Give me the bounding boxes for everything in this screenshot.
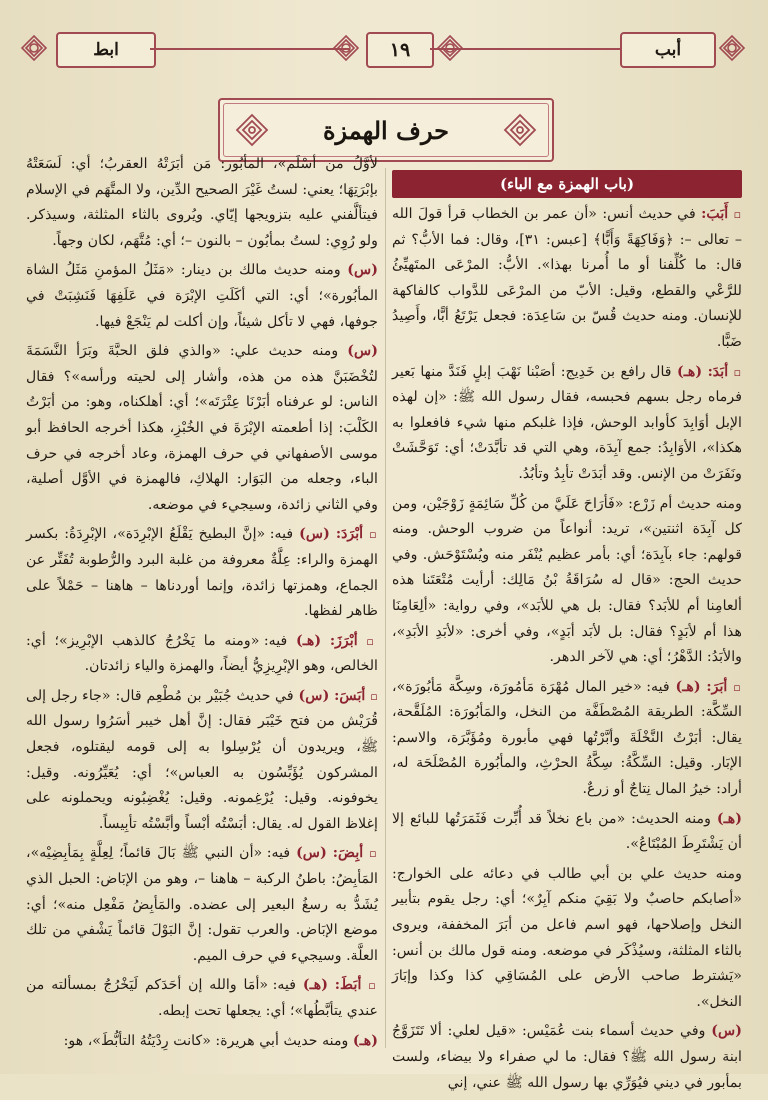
entry-text: ومنه حديث أم زَرْع: «فَأرَاحَ عَلَيَّ من كُلِّ سَائِمَةٍ زَوْجَيْن، ومن كل آبِدَة اثنتين»، تريد: أنواعاً من ضروب الوحش. ومنه قولهم: جاء بآبِدَة؛ أي: بأمر عظيم يُنْفَر منه ويُسْتَوْحَش. وفي حديث الحج: «قال له سُرَاقَةُ بْنُ مَالِك: أرأيت مُتْعَتَنا هذه ألعامِنا أم للأبَد؟ فقال: بل هي للأبَد»، وفي رواية: «ألِعَامِنَا هذا أم لأبَدٍ؟ فقال: بل لأبَد أبَدٍ»، وفي أخرى: «لأبَدِ الأبَدِ»، والأبَدُ: الدَّهْرُ؛ أي: هي لآخر الدهر.: [392, 495, 742, 666]
entry-headword: أَبَبَ:: [701, 206, 729, 222]
right-column: [392, 170, 742, 1100]
header-rule-right: [430, 48, 630, 50]
ornament-icon: [502, 112, 538, 148]
ornament-icon: [718, 34, 746, 62]
ornament-icon: [332, 34, 360, 62]
entry-text: فيه: «أمَا والله إن أحَدَكم لَيَخْرُجُ بمسألته من عندي يتأبَّطُها»؛ أي: يجعلها تحت إبطه.: [26, 977, 378, 1019]
source-marker: (هـ): [296, 632, 322, 649]
dictionary-entry: [392, 492, 742, 671]
dictionary-entry: [392, 1019, 742, 1096]
page-header: [20, 24, 748, 74]
source-marker: (س): [296, 845, 327, 862]
entry-text: ومنه الحديث: «من باع نخلاً قد أُبِّرت فَثَمَرَتُها للبائع إلا أن يَشْتَرِطَ المُبْتَاعُ».: [392, 810, 742, 853]
entry-text: في حديث جُبَيْر بن مُطْعِم قال: «جاء رجل إلى قُرَيْش من فتح خَيْبَر فقال: إنَّ أهل خيبر أسَرُوا رسول الله ﷺ، ويريدون أن يُرْسِلوا به إلى قومه ليقتلوه، فجعل المشركون يُؤَبِّسُون به العباس»؛ أي: يُعَيِّرُونه. وقيل: يخوفونه. وقيل: يُرْغِمونه. وقيل: يُغْضِبُونه ويحملونه على إغلاظ القول له. يقال: أبَسْتُه أبْساً وأبَّسْتُه تأبِيساً.: [26, 687, 378, 832]
entry-headword: أبَطَ:: [334, 977, 362, 994]
dictionary-entry: [392, 360, 742, 488]
dictionary-entry: [26, 1029, 378, 1055]
dictionary-entry: [392, 675, 742, 803]
dictionary-entry: [392, 202, 742, 356]
entry-text: ومنه حديث أبي هريرة: «كانت رِدْيَتُهُ التأبُّطَ»، هو:: [63, 1032, 349, 1049]
bullet-icon: ▫: [366, 634, 378, 648]
entry-text: ومنه حديث علي بن أبي طالب في دعائه على الخوارج: «أصابكم حاصبٌ ولا بَقِيَ منكم آبِرٌ»؛ أي: رجل يقوم بتأبير النخل وإصلاحها، فهو اسم فاعل من أبَرَ المخففة، ويروى بالثاء المثلثة، وسيُذْكَر في موضعه. ومنه قول مالك بن أنس: «يَشترط صاحب الأرض على المُسَاقِي كذا وكذا وإبَارَ النخل».: [392, 865, 742, 1010]
bullet-icon: ▫: [733, 208, 742, 221]
bullet-icon: ▫: [733, 680, 742, 694]
header-rule-left: [150, 48, 350, 50]
entry-headword: أبَسَ:: [334, 687, 366, 704]
section-title: حرف الهمزة: [322, 115, 450, 145]
source-marker: (س): [347, 262, 378, 279]
entry-headword: أبَرَ:: [706, 678, 728, 695]
source-marker: (س): [299, 526, 330, 543]
page-number: ١٩: [366, 32, 434, 68]
source-marker: (هـ): [302, 977, 328, 994]
entry-text: فيه: «ومنه ما يَخْرُجُ كالذهب الإبْرِيز»؛ أي: الخالص، وهو الإبْرِيزِيُّ أيضاً، والهمزة والياء زائدتان.: [26, 632, 378, 675]
source-marker: (س): [347, 343, 378, 360]
column-divider: [385, 168, 386, 1048]
entry-headword: أبِضَ:: [332, 845, 364, 862]
source-marker: (هـ): [352, 1032, 378, 1049]
dictionary-entry: [26, 973, 378, 1024]
entry-text: ومنه حديث علي: «والذي فلق الحبَّةَ وبَرَأ النَّسَمَةَ لتُخْضَبَنَّ هذه من هذه، وأشار إلى لحيته ورأسه»؟ فقال الناس: لو عرفناه أبَرْنَا عِتْرَتَه»؛ أي: أهلكناه، وهو: من أبَرْتُ الكَلْبَ: إذا أطعمته الإبْرَةَ في الخُبْزِ، هكذا أخرجه الحافظ أبو موسى الأصفهاني في حرف الهمزة، وعاد أخرجه في حرف الباء، وجعله من البَوَار: الهلاكِ، فالهمزة في الأوَّل أصلية، وفي الثاني زائدة، وسيجيء في موضعه.: [26, 343, 378, 513]
dictionary-entry: [26, 629, 378, 680]
source-marker: (هـ): [675, 678, 701, 695]
entry-text: فيه: «أن النبي ﷺ بَالَ قائماً؛ لِعِلَّةٍ بِمَأبِضِيْه»، المَأبِضُ: باطنُ الركبة – هاهنا –، وهو من الإبَاض: الحبل الذي يُشَدُّ به رسغُ البعير إلى عضده. والمَأبِضُ مَفْعِل منه»؛ أي: موضع الإبَاض. والعرب تقول: إنَّ البَوْلَ قائماً يَشْفي من تلك العلَّة. وسيجيء في حرف الميم.: [26, 845, 378, 964]
entry-headword: أبْرَدَ:: [335, 526, 364, 543]
bullet-icon: ▫: [369, 528, 378, 542]
ornament-icon: [234, 112, 270, 148]
dictionary-entry: [26, 152, 378, 254]
source-marker: (هـ): [677, 363, 703, 380]
dictionary-entry: [392, 862, 742, 1016]
entry-text: لأوَّلُ من أسْلَم»، المأبُور: مَن أبَرَتْهُ العقربُ؛ أي: لَسَعَتْهُ بإبْرَتِهَا؛ يعني: لستُ غَيْرَ الصحيح الدِّين، ولا المتَّهَم في الإسلام فيتألَّفني عليه بتزويجها إيّاي. ويُروى بالثاء المثلثة، وسيذكر. ولو رُوِي: لستُ بمأبُون – بالنون –؛ أي: مُتَّهَم، لكان وجهاً.: [26, 156, 378, 249]
entry-text: فيه: «خير المال مُهْرَة مَأمُورَة، وسِكَّة مَأبُورَة»، السِّكَّة: الطريقة المُصْطَفَّة من النخل، والمَأبُورَة: المُلَقَّحة، يقال: أبَرْتُ النَّخْلَةَ وأبَّرْتُها فهي مأبورة ومُؤَبَّرَة، والاسم: الإبَار. وقيل: السِّكَّةُ: سِكَّةُ الحرْثِ، والمأبُورة المُصْلَحَة له، أراد: خيرُ المال نِتاجٌ أو زرعٌ.: [392, 678, 742, 798]
entry-text: في حديث أنس: «أن عمر بن الخطاب قرأ قولَ الله – تعالى –: ﴿وَفَاكِهَةً وَأَبًّا﴾ [عبس: ٣١]، وقال: فما الأبُّ؟ ثم قال: ما كُلِّفنا أو ما أُمرنا بهذا». الأبُّ: المرْعَى المتَهيِّئُ للرَّعْي والقطع، وقيل: الأبّ من المرْعَى للدَّواب كالفاكهة للإنسان. ومنه حديث قُسّ بن سَاعِدَة: فجعل يَرْتَعُ أبًّا، وأَصِيدُ ضَبًّا.: [392, 206, 742, 350]
dictionary-entry: [26, 339, 378, 518]
ornament-icon: [20, 34, 48, 62]
source-marker: (س): [298, 687, 330, 704]
dictionary-entry: [26, 684, 378, 838]
source-marker: (س): [711, 1023, 742, 1040]
dictionary-entry: [26, 522, 378, 624]
left-column: [26, 152, 378, 1058]
bullet-icon: ▫: [370, 689, 379, 703]
dictionary-entry: [392, 807, 742, 858]
bullet-icon: ▫: [733, 365, 742, 379]
entry-text: قال رافع بن خَدِيج: أصَبْنا نَهْبَ إبلٍ فَنَدَّ منها بَعير فرماه رجل بسهم فحبسه، فقال رسول الله ﷺ: «إن لهذه الإبل أوَابِدَ كأوابد الوحش، فإذا غلبكم منها شيء فافعلوا به هكذا»، الأوَابِدُ: جمع آبِدَة، وهي التي قد تأبَّدَتْ؛ أي: تَوَحَّشَتْ ونَفَرَتْ من الإنس. وقد أبَدَتْ تأبِدُ وتأبُدُ.: [392, 363, 742, 482]
header-left-word: ابط: [56, 32, 156, 68]
entry-text: وفي حديث أسماء بنت عُمَيْس: «قيل لعلي: ألا تَتَزَوَّجُ ابنة رسول الله ﷺ؟ فقال: ما لي صفراء ولا بيضاء، ولست بمأبور في ديني فيُوَرِّي بها رسول الله ﷺ عني، إني: [392, 1023, 742, 1091]
dictionary-entry: [26, 258, 378, 335]
entry-headword: أبَدَ:: [707, 363, 729, 380]
header-right-word: أبب: [620, 32, 716, 68]
source-marker: (هـ): [716, 810, 742, 827]
entry-text: فيه: «إنَّ البطيخ يَقْلَعُ الإبْرِدَة»، الإبْرِدَةُ: بكسر الهمزة والراء: عِلَّةٌ معروفة من غلبة البرد والرُّطوبة تُفَتِّر عن الجماع، وهمزتها زائدة، وإنما أوردناها – هاهنا – حَمْلاً على ظاهر لفظها.: [26, 526, 378, 620]
bullet-icon: ▫: [368, 979, 379, 993]
bullet-icon: ▫: [369, 847, 378, 861]
chapter-banner: (باب الهمزة مع الباء): [392, 170, 742, 198]
entry-headword: أبْرَزَ:: [329, 632, 358, 649]
dictionary-entry: [26, 841, 378, 969]
entry-text: ومنه حديث مالك بن دينار: «مَثَلُ المؤمنِ مَثَلُ الشاة المأبُورة»؛ أي: التي أكَلَتِ الإبْرَة في عَلَفِهَا فَنَشِبَتْ في جوفها، فهي لا تأكل شيئاً، وإن أكلت لم يَنْجَعْ فيها.: [26, 262, 378, 330]
